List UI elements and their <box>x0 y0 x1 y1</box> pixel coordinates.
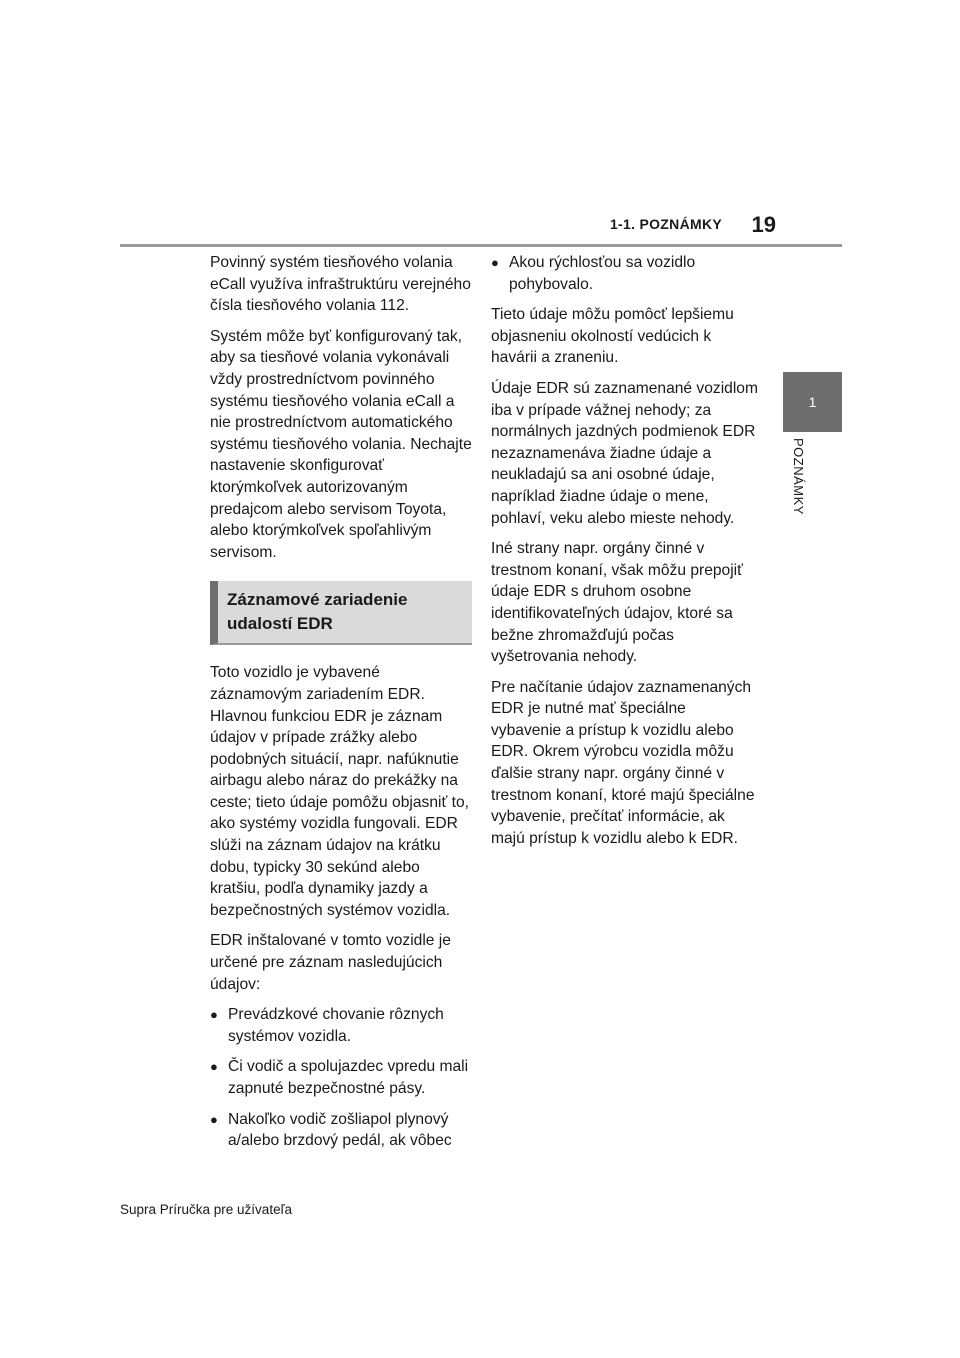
right-column <box>491 252 759 858</box>
bullet-icon: ● <box>491 255 499 270</box>
list-item-text: Prevádzkové chovanie rôznych systémov vozidla. <box>228 1006 444 1045</box>
page-number: 19 <box>751 212 776 237</box>
list-item-text: Nakoľko vodič zošliapol plynový a/alebo brzdový pedál, ak vôbec <box>228 1110 452 1150</box>
paragraph-edr-data-intro: EDR inštalované v tomto vozidle je určené pre záznam nasledujúcich údajov: <box>210 932 451 993</box>
list-item <box>210 1004 472 1047</box>
footer-manual-title: Supra Príručka pre užívateľa <box>120 1202 293 1217</box>
bullet-icon: ● <box>210 1059 218 1075</box>
list-item <box>491 252 759 295</box>
section-heading-edr: Záznamové zariadenie udalostí EDR <box>210 581 472 645</box>
chapter-side-title: POZNÁMKY <box>791 438 806 515</box>
left-column <box>210 252 472 1161</box>
list-item <box>210 1109 472 1152</box>
paragraph-edr-recording: Údaje EDR sú zaznamenané vozidlom iba v prípade vážnej nehody; za normálnych jazdných podmienok EDR nezaznamenáva žiadne údaje a neukladajú sa ani osobné údaje, napríklad žiadne údaje o mene, pohlaví, veku alebo mieste nehody. <box>491 379 758 527</box>
bullet-icon: ● <box>210 1007 218 1023</box>
list-item-text: Akou rýchlosťou sa vozidlo pohybovalo. <box>509 254 696 293</box>
bullet-icon: ● <box>210 1111 218 1127</box>
header-divider <box>120 244 842 247</box>
list-item <box>210 1056 472 1099</box>
list-item-text: Či vodič a spolujazdec vpredu mali zapnuté bezpečnostné pásy. <box>228 1058 469 1097</box>
chapter-tab[interactable] <box>783 372 842 432</box>
paragraph-ecall-infrastructure: Povinný systém tiesňového volania eCall využíva infraštruktúru verejného čísla tiesňového volania 112. <box>210 254 471 315</box>
paragraph-edr-reading: Pre načítanie údajov zaznamenaných EDR je nutné mať špeciálne vybavenie a prístup k vozidlu alebo EDR. Okrem výrobcu vozidla môžu ďalšie strany napr. orgány činné v trestnom konaní, ktoré majú špeciálne vybavenie, prečítať informácie, ak majú prístup k vozidlu alebo k EDR. <box>491 678 755 847</box>
paragraph-edr-purpose: Tieto údaje môžu pomôcť lepšiemu objasneniu okolností vedúcich k havárii a zraneniu. <box>491 306 734 367</box>
paragraph-edr-third-parties: Iné strany napr. orgány činné v trestnom konaní, však môžu prepojiť údaje EDR s druhom osobne identifikovateľných údajov, ktoré sa bežne zhromažďujú počas vyšetrovania nehody. <box>491 540 743 666</box>
paragraph-edr-description: Toto vozidlo je vybavené záznamovým zariadením EDR. Hlavnou funkciou EDR je záznam údajov v prípade zrážky alebo podobných situácií, napr. nafúknutie airbagu alebo náraz do prekážky na ceste; tieto údaje pomôžu objasniť to, ako systémy vozidla fungovali. EDR slúži na záznam údajov na krátku dobu, typicky 30 sekúnd alebo kratšiu, podľa dynamiky jazdy a bezpečnostných systémov vozidla. <box>210 664 469 919</box>
paragraph-ecall-configuration: Systém môže byť konfigurovaný tak, aby sa tiesňové volania vykonávali vždy prostredníctvom povinného systému tiesňového volania eCall a nie prostredníctvom automatického systému tiesňového volania. Nechajte nastavenie skonfigurovať ktorýmkoľvek autorizovaným predajcom alebo servisom Toyota, alebo ktorýmkoľvek spoľahlivým servisom. <box>210 327 472 561</box>
section-header: 1-1. POZNÁMKY <box>609 216 722 232</box>
chapter-tab-number: 1 <box>808 394 817 410</box>
